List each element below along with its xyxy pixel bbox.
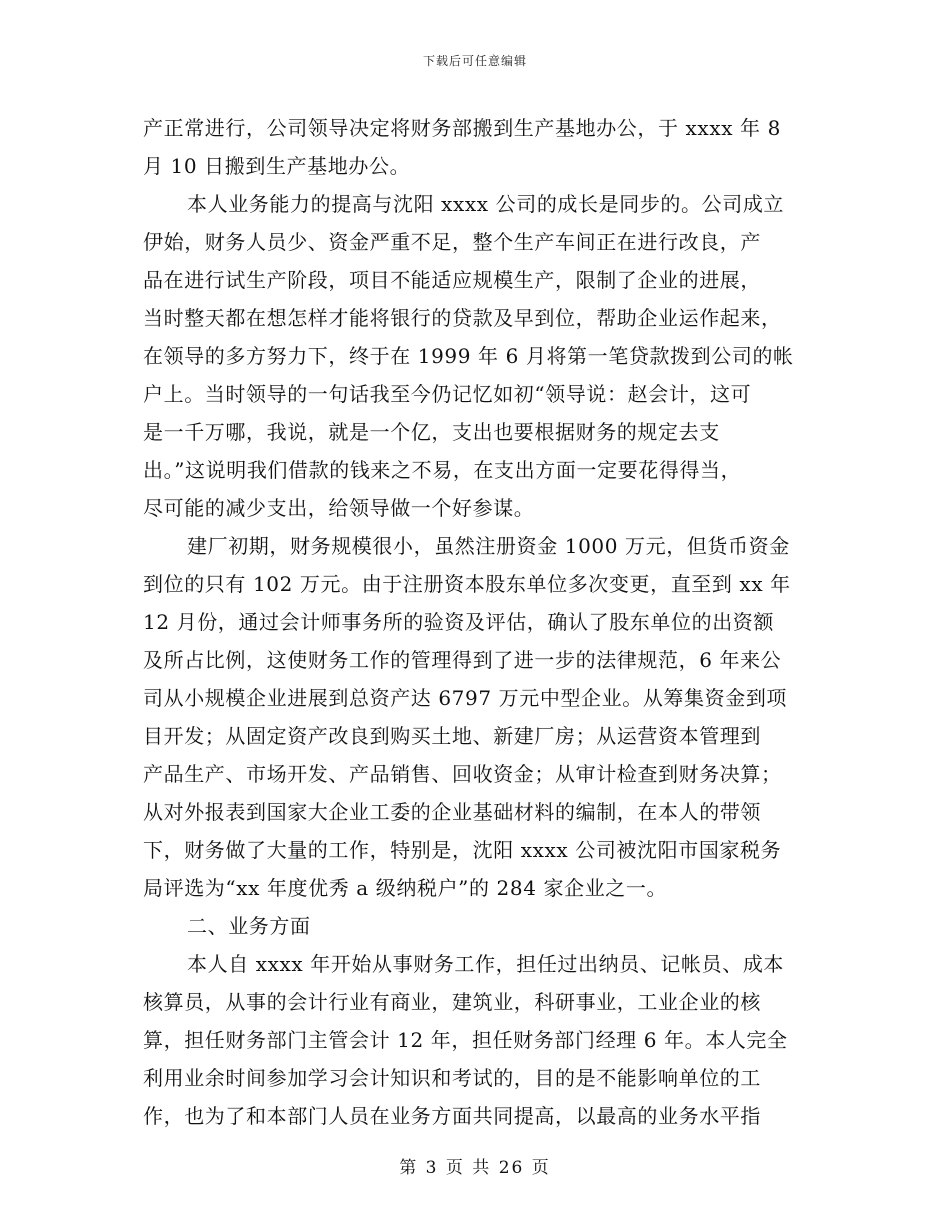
text-line: 从对外报表到国家大企业工委的企业基础材料的编制，在本人的带领 — [143, 800, 761, 824]
text-line: 是一千万哪，我说，就是一个亿，支出也要根据财务的规定去支 — [143, 420, 720, 444]
paragraph-start-line: 建厂初期，财务规模很小，虽然注册资金 1000 万元，但货币资金 — [187, 534, 790, 558]
text-line: 产正常进行，公司领导决定将财务部搬到生产基地办公，于 xxxx 年 8 — [143, 116, 781, 140]
text-line: 尽可能的减少支出，给领导做一个好参谋。 — [143, 496, 535, 520]
page-header: 下载后可任意编辑 — [422, 54, 527, 68]
text-line: 作，也为了和本部门人员在业务方面共同提高，以最高的业务水平指 — [143, 1104, 761, 1128]
paragraph-start-line: 本人自 xxxx 年开始从事财务工作，担任过出纳员、记帐员、成本 — [187, 952, 785, 976]
text-line: 司从小规模企业进展到总资产达 6797 万元中型企业。从筹集资金到项 — [143, 686, 788, 710]
text-line: 品在进行试生产阶段，项目不能适应规模生产，限制了企业的进展， — [143, 268, 761, 292]
text-line: 到位的只有 102 万元。由于注册资本股东单位多次变更，直至到 xx 年 — [143, 572, 791, 596]
text-line: 核算员，从事的会计行业有商业，建筑业，科研事业，工业企业的核 — [143, 990, 761, 1014]
text-line: 产品生产、市场开发、产品销售、回收资金；从审计检查到财务决算； — [143, 762, 782, 786]
text-line: 12 月份，通过会计师事务所的验资及评估，确认了股东单位的出资额 — [143, 610, 775, 634]
text-line: 当时整天都在想怎样才能将银行的贷款及早到位，帮助企业运作起来， — [143, 306, 782, 330]
text-line: 及所占比例，这使财务工作的管理得到了进一步的法律规范，6 年来公 — [143, 648, 782, 672]
text-line: 下，财务做了大量的工作，特别是，沈阳 xxxx 公司被沈阳市国家税务 — [143, 838, 782, 862]
text-line: 月 10 日搬到生产基地办公。 — [143, 154, 411, 178]
paragraph-start-line: 本人业务能力的提高与沈阳 xxxx 公司的成长是同步的。公司成立 — [187, 192, 785, 216]
document-body — [143, 109, 809, 1135]
text-line: 出。”这说明我们借款的钱来之不易，在支出方面一定要花得得当， — [143, 458, 742, 482]
section-heading: 二、业务方面 — [187, 914, 311, 938]
text-line: 伊始，财务人员少、资金严重不足，整个生产车间正在进行改良，产 — [143, 230, 761, 254]
page-footer: 第 3 页 共 26 页 — [399, 1158, 551, 1178]
text-line: 利用业余时间参加学习会计知识和考试的，目的是不能影响单位的工 — [143, 1066, 761, 1090]
text-line: 户上。当时领导的一句话我至今仍记忆如初“领导说：赵会计，这可 — [143, 382, 752, 406]
text-line: 局评选为“xx 年度优秀 a 级纳税户”的 284 家企业之一。 — [143, 876, 668, 900]
text-line: 算，担任财务部门主管会计 12 年，担任财务部门经理 6 年。本人完全 — [143, 1028, 788, 1052]
text-line: 目开发；从固定资产改良到购买土地、新建厂房；从运营资本管理到 — [143, 724, 761, 748]
text-line: 在领导的多方努力下，终于在 1999 年 6 月将第一笔贷款拨到公司的帐 — [143, 344, 794, 368]
